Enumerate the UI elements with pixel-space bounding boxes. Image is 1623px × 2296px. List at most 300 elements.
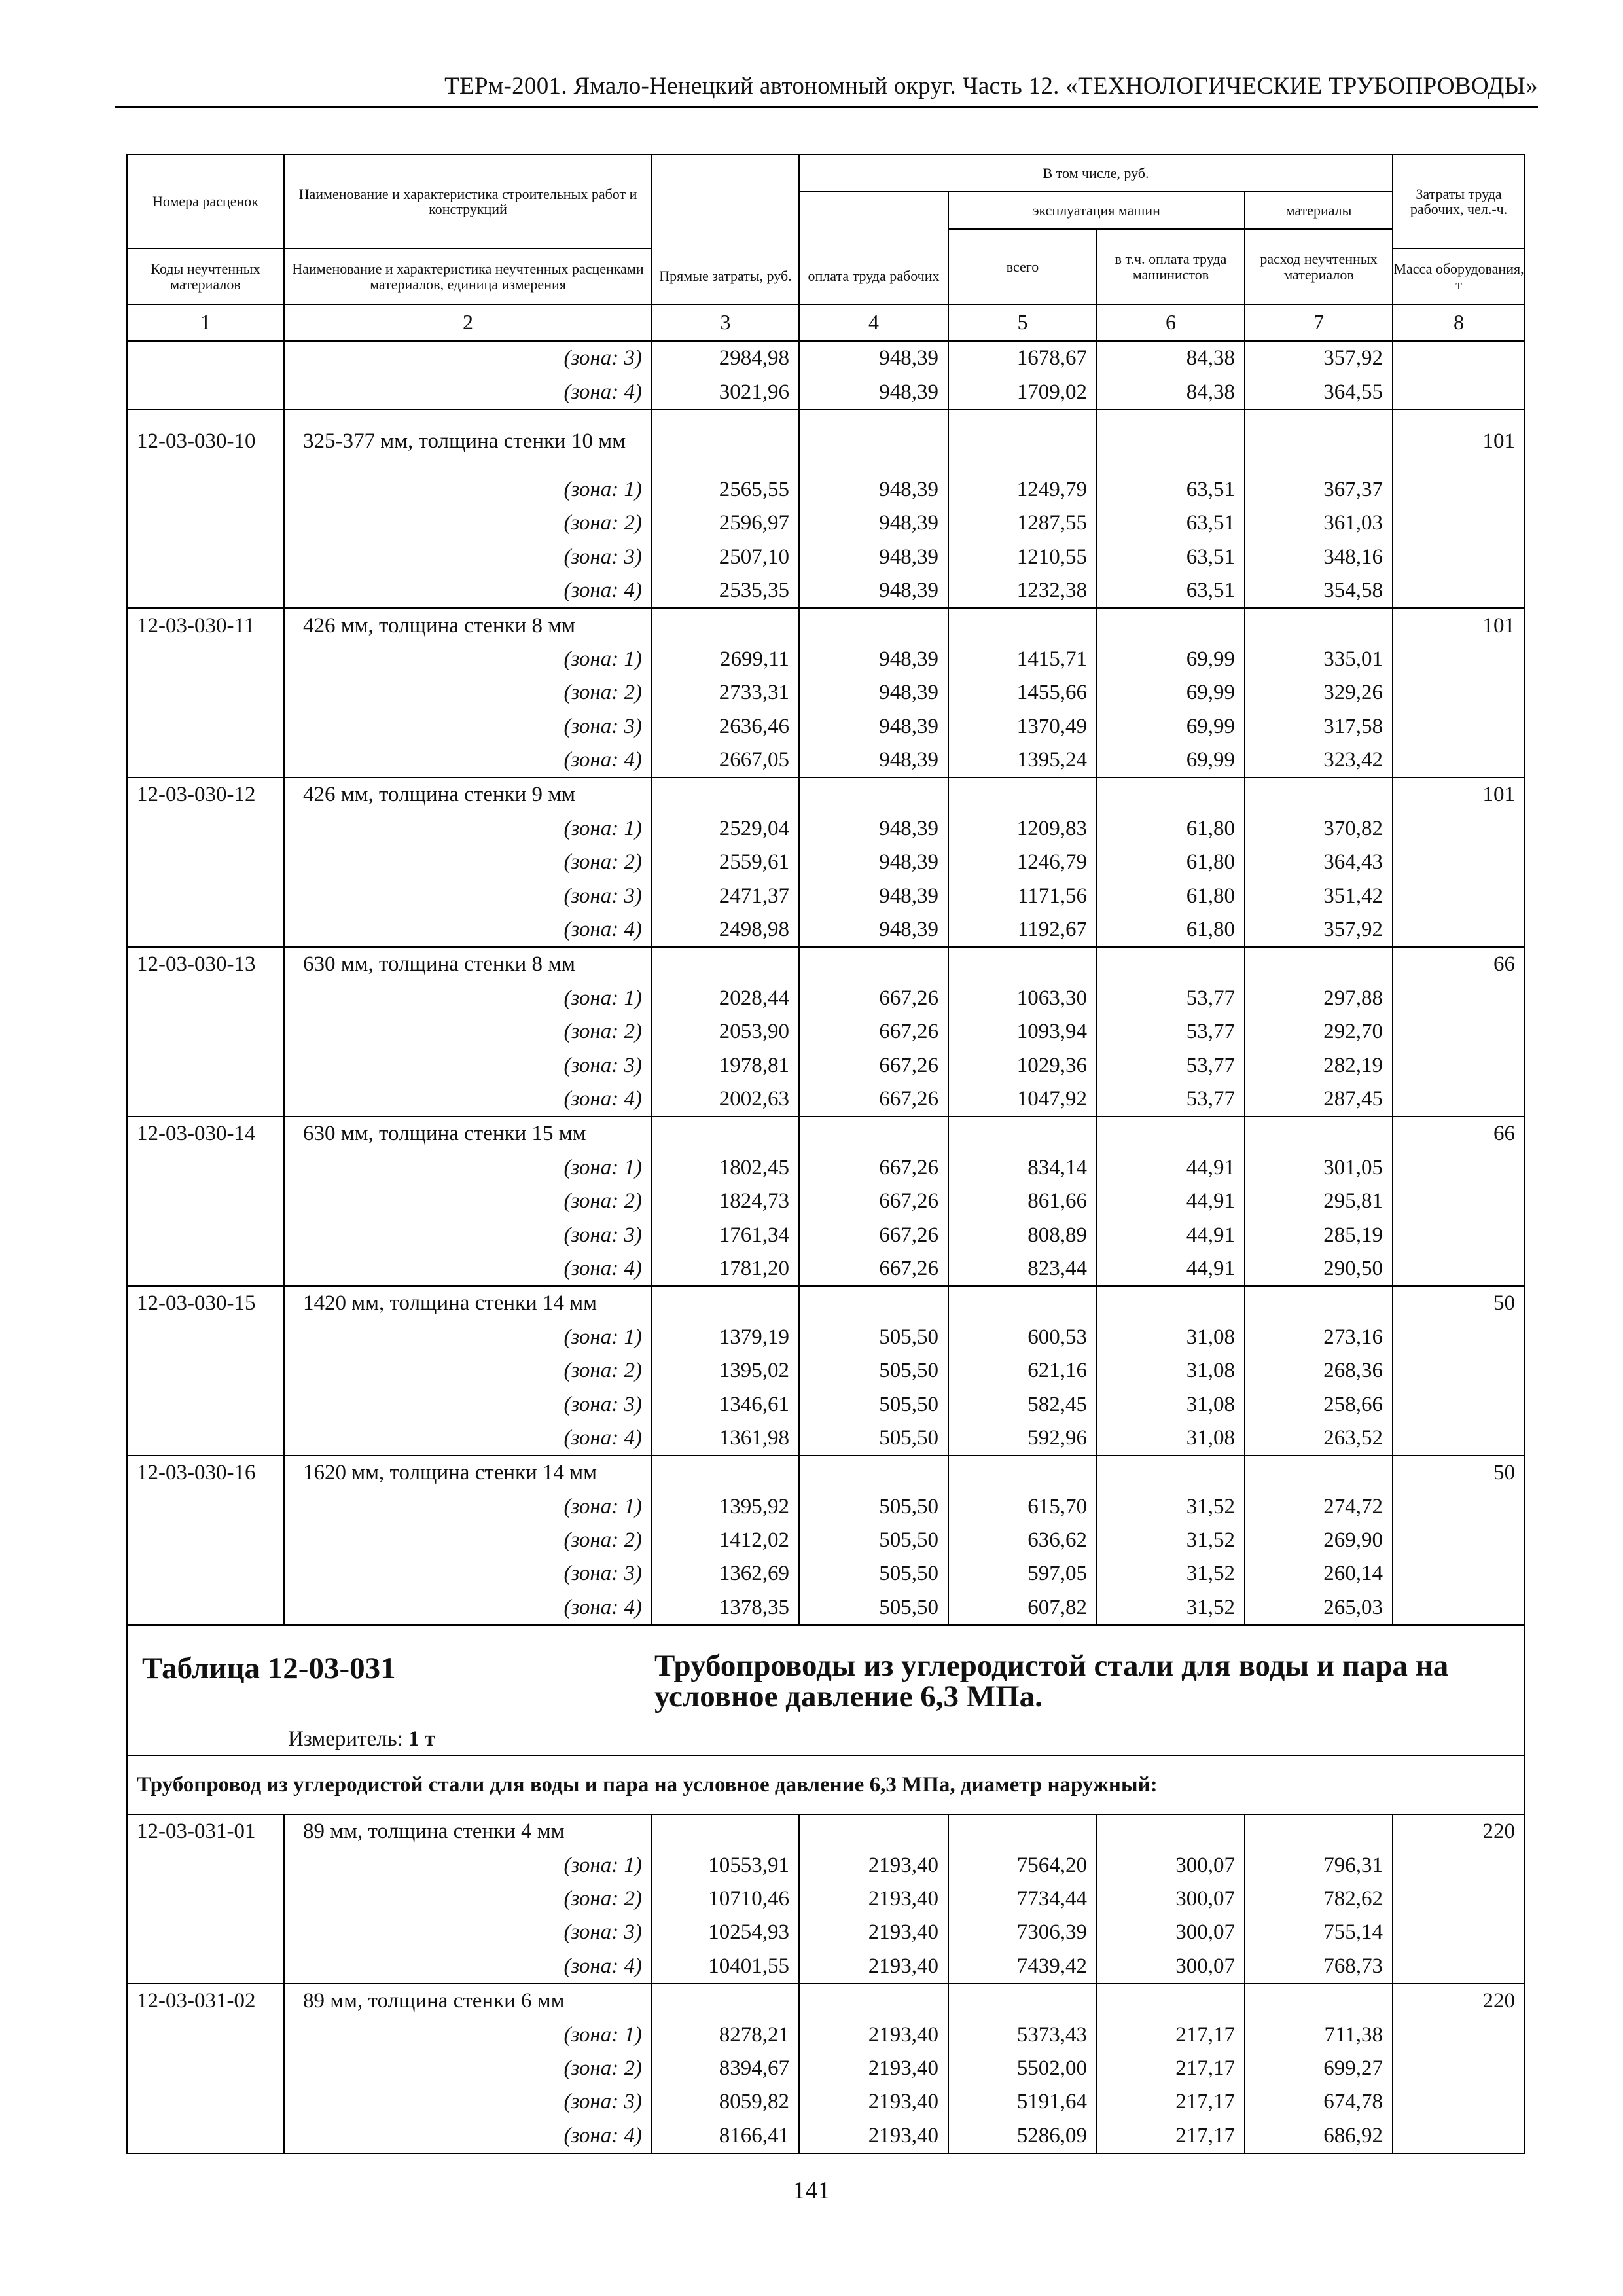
zone-label: (зона: 4) — [284, 1591, 652, 1625]
table-row — [127, 913, 1525, 947]
zone-label: (зона: 4) — [284, 913, 652, 947]
rate-group-header-row — [127, 778, 1525, 812]
machines-total-cell: 621,16 — [948, 1354, 1097, 1388]
direct-costs-cell: 8166,41 — [652, 2119, 799, 2153]
machines-total-cell: 582,45 — [948, 1388, 1097, 1421]
table-row — [127, 1524, 1525, 1557]
table-row — [127, 1882, 1525, 1916]
zone-label: (зона: 2) — [284, 507, 652, 540]
table-label: Таблица 12-03-031 — [142, 1651, 396, 1686]
machinist-pay-cell: 44,91 — [1097, 1185, 1245, 1218]
machines-total-cell: 1287,55 — [948, 507, 1097, 540]
table-row — [127, 541, 1525, 574]
table-031-header — [127, 1625, 1525, 1814]
direct-costs-cell: 2471,37 — [652, 879, 799, 912]
labor-cost-cell: 101 — [1393, 410, 1525, 473]
machinist-pay-cell: 63,51 — [1097, 574, 1245, 608]
worker-pay-cell: 948,39 — [799, 473, 948, 507]
materials-cell: 699,27 — [1245, 2052, 1393, 2085]
direct-costs-cell: 2053,90 — [652, 1015, 799, 1049]
worker-pay-cell: 2193,40 — [799, 2119, 948, 2153]
meter-label: Измеритель: — [288, 1727, 403, 1751]
machines-total-cell: 1209,83 — [948, 812, 1097, 846]
rate-code: 12-03-030-15 — [127, 1286, 284, 1320]
header-direct-costs-top — [652, 154, 799, 249]
rate-code: 12-03-030-12 — [127, 778, 284, 812]
table-row — [127, 744, 1525, 778]
table-row — [127, 1557, 1525, 1590]
table-row — [127, 375, 1525, 409]
header-machinist-pay: в т.ч. оплата труда машинистов — [1097, 229, 1245, 304]
machines-total-cell: 1455,66 — [948, 676, 1097, 709]
table-row — [127, 1049, 1525, 1082]
machinist-pay-cell: 69,99 — [1097, 676, 1245, 709]
worker-pay-cell: 948,39 — [799, 846, 948, 879]
worker-pay-cell: 667,26 — [799, 1151, 948, 1185]
table-row — [127, 643, 1525, 676]
rate-group-header-row — [127, 410, 1525, 473]
machines-total-cell: 615,70 — [948, 1490, 1097, 1524]
materials-cell: 367,37 — [1245, 473, 1393, 507]
header-including: В том числе, руб. — [799, 154, 1393, 192]
direct-costs-cell: 1781,20 — [652, 1252, 799, 1286]
machinist-pay-cell: 300,07 — [1097, 1916, 1245, 1949]
column-number: 4 — [799, 304, 948, 341]
worker-pay-cell: 2193,40 — [799, 1848, 948, 1882]
materials-cell: 711,38 — [1245, 2018, 1393, 2051]
direct-costs-cell: 1361,98 — [652, 1422, 799, 1456]
machines-total-cell: 592,96 — [948, 1422, 1097, 1456]
zone-label: (зона: 1) — [284, 1848, 652, 1882]
materials-cell: 364,55 — [1245, 375, 1393, 409]
zone-label: (зона: 1) — [284, 812, 652, 846]
worker-pay-cell: 667,26 — [799, 982, 948, 1015]
worker-pay-cell: 948,39 — [799, 507, 948, 540]
header-equipment-mass: Масса оборудования, т — [1393, 249, 1525, 304]
worker-pay-cell: 948,39 — [799, 643, 948, 676]
rate-description: 325-377 мм, толщина стенки 10 мм — [284, 410, 652, 473]
table-row — [127, 1015, 1525, 1049]
machinist-pay-cell: 31,08 — [1097, 1354, 1245, 1388]
rate-description: 630 мм, толщина стенки 15 мм — [284, 1117, 652, 1151]
machines-total-cell: 861,66 — [948, 1185, 1097, 1218]
header-unaccounted-consumption: расход неучтенных материалов — [1245, 229, 1393, 304]
table-row — [127, 1490, 1525, 1524]
rate-code: 12-03-030-10 — [127, 410, 284, 473]
rate-description: 89 мм, толщина стенки 6 мм — [284, 1984, 652, 2018]
zone-label: (зона: 2) — [284, 676, 652, 709]
machines-total-cell: 808,89 — [948, 1218, 1097, 1251]
materials-cell: 273,16 — [1245, 1321, 1393, 1354]
machines-total-cell: 1709,02 — [948, 375, 1097, 409]
zone-label: (зона: 4) — [284, 1422, 652, 1456]
rate-group-header-row — [127, 608, 1525, 642]
machinist-pay-cell: 84,38 — [1097, 341, 1245, 375]
machinist-pay-cell: 61,80 — [1097, 846, 1245, 879]
materials-cell: 686,92 — [1245, 2119, 1393, 2153]
header-unaccounted-names: Наименование и характеристика неучтенных расценками материалов, единица измерения — [284, 249, 652, 304]
rate-code: 12-03-030-11 — [127, 608, 284, 642]
materials-cell: 674,78 — [1245, 2085, 1393, 2119]
machinist-pay-cell: 63,51 — [1097, 507, 1245, 540]
header-materials: материалы — [1245, 192, 1393, 229]
column-number: 2 — [284, 304, 652, 341]
zone-label: (зона: 1) — [284, 1490, 652, 1524]
materials-cell: 260,14 — [1245, 1557, 1393, 1590]
worker-pay-cell: 948,39 — [799, 574, 948, 608]
worker-pay-cell: 2193,40 — [799, 1950, 948, 1984]
machines-total-cell: 1249,79 — [948, 473, 1097, 507]
zone-label: (зона: 4) — [284, 2119, 652, 2153]
table-row — [127, 1591, 1525, 1625]
worker-pay-cell: 948,39 — [799, 341, 948, 375]
machines-total-cell: 5373,43 — [948, 2018, 1097, 2051]
direct-costs-cell: 2565,55 — [652, 473, 799, 507]
machinist-pay-cell: 44,91 — [1097, 1252, 1245, 1286]
zone-label: (зона: 3) — [284, 1916, 652, 1949]
machines-total-cell: 1232,38 — [948, 574, 1097, 608]
worker-pay-cell: 505,50 — [799, 1422, 948, 1456]
worker-pay-cell: 667,26 — [799, 1185, 948, 1218]
materials-cell: 782,62 — [1245, 1882, 1393, 1916]
header-direct-costs: Прямые затраты, руб. — [652, 249, 799, 304]
machines-total-cell: 1192,67 — [948, 913, 1097, 947]
rate-code: 12-03-030-14 — [127, 1117, 284, 1151]
worker-pay-cell: 2193,40 — [799, 2085, 948, 2119]
table-row — [127, 676, 1525, 709]
machines-total-cell: 7564,20 — [948, 1848, 1097, 1882]
direct-costs-cell: 2002,63 — [652, 1083, 799, 1117]
direct-costs-cell: 1412,02 — [652, 1524, 799, 1557]
worker-pay-cell: 667,26 — [799, 1083, 948, 1117]
column-number: 3 — [652, 304, 799, 341]
direct-costs-cell: 1395,92 — [652, 1490, 799, 1524]
rate-description: 426 мм, толщина стенки 9 мм — [284, 778, 652, 812]
worker-pay-cell: 667,26 — [799, 1049, 948, 1082]
machinist-pay-cell: 61,80 — [1097, 879, 1245, 912]
zone-label: (зона: 1) — [284, 643, 652, 676]
table-row — [127, 2119, 1525, 2153]
zone-label: (зона: 3) — [284, 1218, 652, 1251]
materials-cell: 301,05 — [1245, 1151, 1393, 1185]
zone-label: (зона: 3) — [284, 1049, 652, 1082]
machines-total-cell: 823,44 — [948, 1252, 1097, 1286]
table-row — [127, 1083, 1525, 1117]
direct-costs-cell: 1379,19 — [652, 1321, 799, 1354]
table-row — [127, 1354, 1525, 1388]
table-row — [127, 1848, 1525, 1882]
direct-costs-cell: 1761,34 — [652, 1218, 799, 1251]
materials-cell: 354,58 — [1245, 574, 1393, 608]
direct-costs-cell: 1395,02 — [652, 1354, 799, 1388]
worker-pay-cell: 948,39 — [799, 375, 948, 409]
machinist-pay-cell: 53,77 — [1097, 1015, 1245, 1049]
machines-total-cell: 834,14 — [948, 1151, 1097, 1185]
zone-label: (зона: 1) — [284, 473, 652, 507]
machinist-pay-cell: 31,08 — [1097, 1422, 1245, 1456]
zone-label: (зона: 4) — [284, 744, 652, 778]
materials-cell: 269,90 — [1245, 1524, 1393, 1557]
zone-label: (зона: 2) — [284, 1015, 652, 1049]
materials-cell: 258,66 — [1245, 1388, 1393, 1421]
machines-total-cell: 1029,36 — [948, 1049, 1097, 1082]
machines-total-cell: 636,62 — [948, 1524, 1097, 1557]
machines-total-cell: 1415,71 — [948, 643, 1097, 676]
header-unaccounted-codes: Коды неучтенных материалов — [127, 249, 284, 304]
materials-cell: 282,19 — [1245, 1049, 1393, 1082]
materials-cell: 329,26 — [1245, 676, 1393, 709]
column-number: 6 — [1097, 304, 1245, 341]
machinist-pay-cell: 300,07 — [1097, 1882, 1245, 1916]
direct-costs-cell: 1362,69 — [652, 1557, 799, 1590]
table-row — [127, 1151, 1525, 1185]
machinist-pay-cell: 44,91 — [1097, 1151, 1245, 1185]
machines-total-cell: 5502,00 — [948, 2052, 1097, 2085]
rate-description: 1420 мм, толщина стенки 14 мм — [284, 1286, 652, 1320]
header-worker-pay: оплата труда рабочих — [799, 249, 948, 304]
rate-description: 426 мм, толщина стенки 8 мм — [284, 608, 652, 642]
materials-cell: 317,58 — [1245, 710, 1393, 744]
materials-cell: 263,52 — [1245, 1422, 1393, 1456]
worker-pay-cell: 505,50 — [799, 1591, 948, 1625]
machinist-pay-cell: 69,99 — [1097, 643, 1245, 676]
table-row — [127, 574, 1525, 608]
direct-costs-cell: 10710,46 — [652, 1882, 799, 1916]
machines-total-cell: 600,53 — [948, 1321, 1097, 1354]
direct-costs-cell: 8278,21 — [652, 2018, 799, 2051]
zone-label: (зона: 3) — [284, 541, 652, 574]
direct-costs-cell: 2507,10 — [652, 541, 799, 574]
materials-cell: 364,43 — [1245, 846, 1393, 879]
materials-cell: 351,42 — [1245, 879, 1393, 912]
machines-total-cell: 5286,09 — [948, 2119, 1097, 2153]
machinist-pay-cell: 69,99 — [1097, 744, 1245, 778]
materials-cell: 265,03 — [1245, 1591, 1393, 1625]
machines-total-cell: 7439,42 — [948, 1950, 1097, 1984]
labor-cost-cell: 220 — [1393, 1814, 1525, 1848]
zone-label: (зона: 3) — [284, 1388, 652, 1421]
column-number: 7 — [1245, 304, 1393, 341]
worker-pay-cell: 667,26 — [799, 1015, 948, 1049]
zone-label: (зона: 3) — [284, 341, 652, 375]
running-header: ТЕРм-2001. Ямало-Ненецкий автономный округ. Часть 12. «ТЕХНОЛОГИЧЕСКИЕ ТРУБОПРОВОДЫ» — [444, 73, 1538, 99]
zone-label: (зона: 2) — [284, 1882, 652, 1916]
machines-total-cell: 1210,55 — [948, 541, 1097, 574]
worker-pay-cell: 948,39 — [799, 879, 948, 912]
machines-total-cell: 597,05 — [948, 1557, 1097, 1590]
zone-label: (зона: 4) — [284, 574, 652, 608]
direct-costs-cell: 10401,55 — [652, 1950, 799, 1984]
table-row — [127, 1218, 1525, 1251]
machinist-pay-cell: 31,08 — [1097, 1321, 1245, 1354]
table-title: Трубопроводы из углеродистой стали для воды и пара на условное давление 6,3 МПа. — [654, 1649, 1449, 1714]
table-row — [127, 1252, 1525, 1286]
machines-total-cell: 1370,49 — [948, 710, 1097, 744]
zone-label: (зона: 1) — [284, 2018, 652, 2051]
table-031-subheading-row — [127, 1755, 1525, 1814]
materials-cell: 323,42 — [1245, 744, 1393, 778]
direct-costs-cell: 8059,82 — [652, 2085, 799, 2119]
rate-group-header-row — [127, 1456, 1525, 1490]
table-row — [127, 1422, 1525, 1456]
header-machine-operation: эксплуатация машин — [948, 192, 1245, 229]
machinist-pay-cell: 217,17 — [1097, 2018, 1245, 2051]
machines-total-cell: 1395,24 — [948, 744, 1097, 778]
worker-pay-cell: 2193,40 — [799, 1882, 948, 1916]
worker-pay-cell: 2193,40 — [799, 1916, 948, 1949]
worker-pay-cell: 505,50 — [799, 1388, 948, 1421]
direct-costs-cell: 2498,98 — [652, 913, 799, 947]
machinist-pay-cell: 44,91 — [1097, 1218, 1245, 1251]
worker-pay-cell: 505,50 — [799, 1354, 948, 1388]
materials-cell: 361,03 — [1245, 507, 1393, 540]
zone-label: (зона: 2) — [284, 1354, 652, 1388]
direct-costs-cell: 1802,45 — [652, 1151, 799, 1185]
zone-label: (зона: 2) — [284, 2052, 652, 2085]
worker-pay-cell: 948,39 — [799, 913, 948, 947]
materials-cell: 357,92 — [1245, 341, 1393, 375]
labor-cost-cell: 50 — [1393, 1286, 1525, 1320]
direct-costs-cell: 2667,05 — [652, 744, 799, 778]
table-row — [127, 1916, 1525, 1949]
machinist-pay-cell: 61,80 — [1097, 812, 1245, 846]
machinist-pay-cell: 217,17 — [1097, 2085, 1245, 2119]
rate-code: 12-03-030-16 — [127, 1456, 284, 1490]
direct-costs-cell: 10553,91 — [652, 1848, 799, 1882]
header-row-1 — [127, 154, 1525, 192]
materials-cell: 287,45 — [1245, 1083, 1393, 1117]
machinist-pay-cell: 69,99 — [1097, 710, 1245, 744]
zone-label: (зона: 4) — [284, 1083, 652, 1117]
table-row — [127, 1950, 1525, 1984]
direct-costs-cell: 8394,67 — [652, 2052, 799, 2085]
header-worker-pay-top — [799, 192, 948, 249]
table-row — [127, 812, 1525, 846]
rates-group-block-030 — [127, 410, 1525, 1625]
table-row — [127, 1321, 1525, 1354]
direct-costs-cell: 2559,61 — [652, 846, 799, 879]
meter-line — [288, 1727, 435, 1751]
table-row — [127, 2052, 1525, 2085]
worker-pay-cell: 948,39 — [799, 541, 948, 574]
materials-cell: 796,31 — [1245, 1848, 1393, 1882]
rate-description: 1620 мм, толщина стенки 14 мм — [284, 1456, 652, 1490]
machinist-pay-cell: 53,77 — [1097, 1083, 1245, 1117]
machines-total-cell: 1678,67 — [948, 341, 1097, 375]
column-number: 8 — [1393, 304, 1525, 341]
table-row — [127, 846, 1525, 879]
direct-costs-cell: 2984,98 — [652, 341, 799, 375]
machinist-pay-cell: 31,52 — [1097, 1557, 1245, 1590]
table-row — [127, 982, 1525, 1015]
direct-costs-cell: 10254,93 — [652, 1916, 799, 1949]
machinist-pay-cell: 300,07 — [1097, 1848, 1245, 1882]
direct-costs-cell: 2733,31 — [652, 676, 799, 709]
materials-cell: 268,36 — [1245, 1354, 1393, 1388]
machinist-pay-cell: 31,52 — [1097, 1591, 1245, 1625]
machines-total-cell: 1047,92 — [948, 1083, 1097, 1117]
labor-cost-cell: 220 — [1393, 1984, 1525, 2018]
machinist-pay-cell: 217,17 — [1097, 2052, 1245, 2085]
table-row — [127, 2018, 1525, 2051]
direct-costs-cell: 3021,96 — [652, 375, 799, 409]
rates-group-block-031 — [127, 1814, 1525, 2153]
machinist-pay-cell: 31,08 — [1097, 1388, 1245, 1421]
worker-pay-cell: 948,39 — [799, 744, 948, 778]
rate-group-header-row — [127, 1286, 1525, 1320]
direct-costs-cell: 2535,35 — [652, 574, 799, 608]
zone-label: (зона: 3) — [284, 2085, 652, 2119]
header-rate-numbers: Номера расценок — [127, 154, 284, 249]
machinist-pay-cell: 53,77 — [1097, 982, 1245, 1015]
zone-label: (зона: 3) — [284, 710, 652, 744]
machinist-pay-cell: 53,77 — [1097, 1049, 1245, 1082]
worker-pay-cell: 505,50 — [799, 1524, 948, 1557]
materials-cell: 285,19 — [1245, 1218, 1393, 1251]
materials-cell: 768,73 — [1245, 1950, 1393, 1984]
materials-cell: 290,50 — [1245, 1252, 1393, 1286]
rates-table — [126, 154, 1525, 2154]
materials-cell: 755,14 — [1245, 1916, 1393, 1949]
machinist-pay-cell: 61,80 — [1097, 913, 1245, 947]
machines-total-cell: 7306,39 — [948, 1916, 1097, 1949]
zone-label: (зона: 4) — [284, 1950, 652, 1984]
zone-label: (зона: 1) — [284, 982, 652, 1015]
materials-cell: 295,81 — [1245, 1185, 1393, 1218]
header-work-name: Наименование и характеристика строительных работ и конструкций — [284, 154, 652, 249]
direct-costs-cell: 2636,46 — [652, 710, 799, 744]
materials-cell: 370,82 — [1245, 812, 1393, 846]
column-number: 5 — [948, 304, 1097, 341]
rate-group-header-row — [127, 1984, 1525, 2018]
table-row — [127, 507, 1525, 540]
rate-description: 630 мм, толщина стенки 8 мм — [284, 947, 652, 981]
zone-label: (зона: 2) — [284, 1185, 652, 1218]
header-rule — [115, 106, 1538, 108]
rate-code: 12-03-031-02 — [127, 1984, 284, 2018]
worker-pay-cell: 505,50 — [799, 1490, 948, 1524]
zone-label: (зона: 4) — [284, 375, 652, 409]
rate-description: 89 мм, толщина стенки 4 мм — [284, 1814, 652, 1848]
direct-costs-cell: 1346,61 — [652, 1388, 799, 1421]
zone-label: (зона: 2) — [284, 1524, 652, 1557]
table-body — [127, 341, 1525, 410]
machines-total-cell: 1093,94 — [948, 1015, 1097, 1049]
machinist-pay-cell: 31,52 — [1097, 1490, 1245, 1524]
machinist-pay-cell: 217,17 — [1097, 2119, 1245, 2153]
page-number: 141 — [793, 2177, 830, 2204]
materials-cell: 348,16 — [1245, 541, 1393, 574]
rate-code: 12-03-030-13 — [127, 947, 284, 981]
worker-pay-cell: 948,39 — [799, 710, 948, 744]
machinist-pay-cell: 300,07 — [1097, 1950, 1245, 1984]
machines-total-cell: 607,82 — [948, 1591, 1097, 1625]
machines-total-cell: 1063,30 — [948, 982, 1097, 1015]
table-header — [127, 154, 1525, 341]
worker-pay-cell: 505,50 — [799, 1557, 948, 1590]
worker-pay-cell: 667,26 — [799, 1218, 948, 1251]
worker-pay-cell: 2193,40 — [799, 2018, 948, 2051]
table-row — [127, 879, 1525, 912]
direct-costs-cell: 1378,35 — [652, 1591, 799, 1625]
header-total: всего — [948, 229, 1097, 304]
rate-group-header-row — [127, 1117, 1525, 1151]
direct-costs-cell: 2699,11 — [652, 643, 799, 676]
zone-label: (зона: 4) — [284, 1252, 652, 1286]
zone-label: (зона: 1) — [284, 1321, 652, 1354]
direct-costs-cell: 1978,81 — [652, 1049, 799, 1082]
table-row — [127, 473, 1525, 507]
